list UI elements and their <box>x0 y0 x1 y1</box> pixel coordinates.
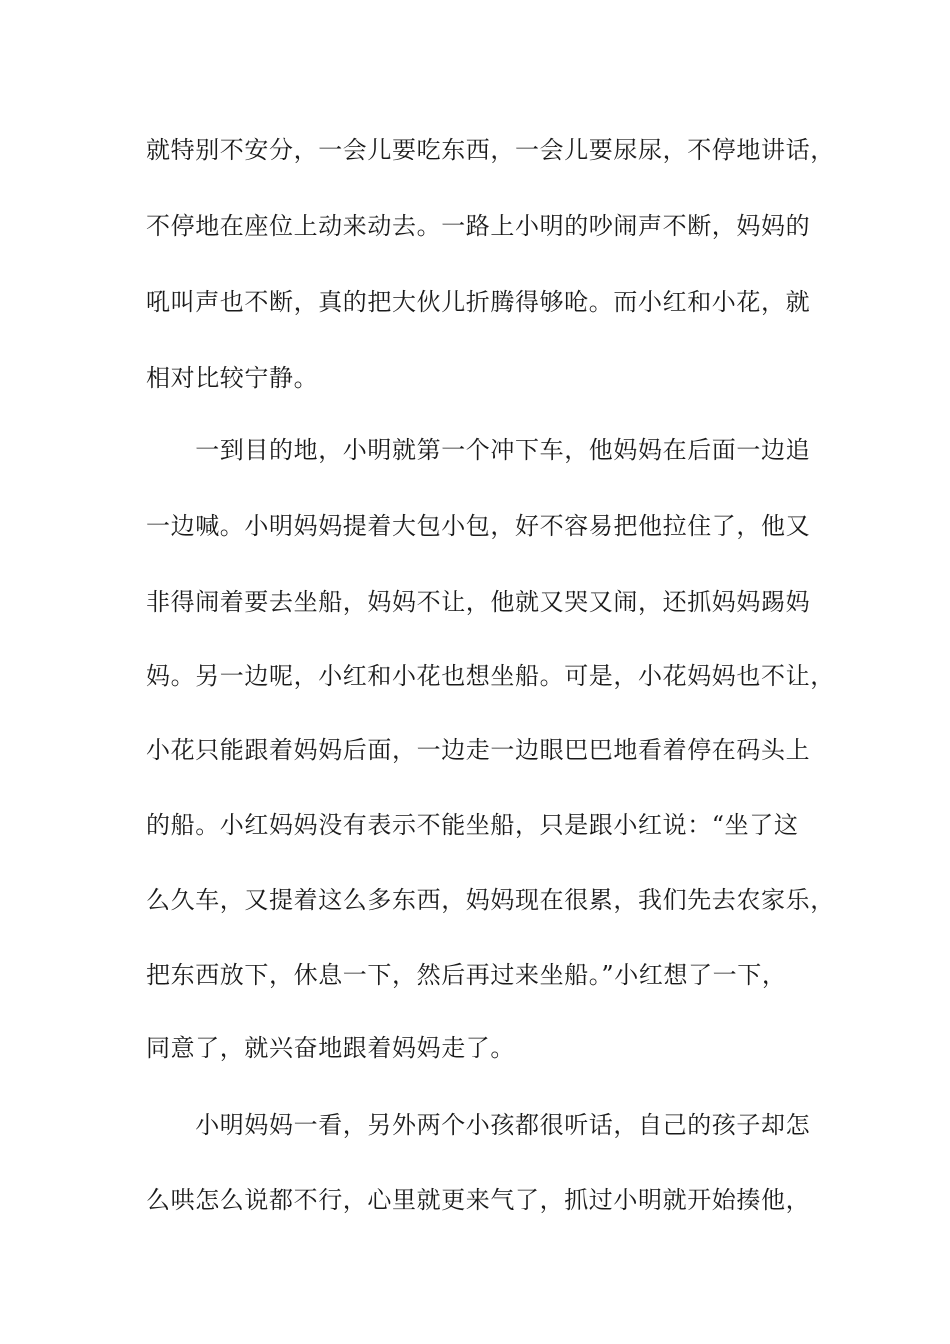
text-line: 非得闹着要去坐船，妈妈不让，他就又哭又闹，还抓妈妈踢妈 <box>146 588 811 616</box>
text-line: 就特别不安分，一会儿要吃东西，一会儿要尿尿，不停地讲话， <box>146 136 835 164</box>
text-line: 的船。小红妈妈没有表示不能坐船，只是跟小红说：“坐了这 <box>146 811 799 839</box>
text-line: 妈。另一边呢，小红和小花也想坐船。可是，小花妈妈也不让， <box>146 662 835 690</box>
text-line: 不停地在座位上动来动去。一路上小明的吵闹声不断，妈妈的 <box>146 212 811 240</box>
text-line: 小花只能跟着妈妈后面，一边走一边眼巴巴地看着停在码头上 <box>146 736 811 764</box>
text-line: 相对比较宁静。 <box>146 364 319 392</box>
text-line: 同意了，就兴奋地跟着妈妈走了。 <box>146 1034 515 1062</box>
text-line: 小明妈妈一看，另外两个小孩都很听话，自己的孩子却怎 <box>146 1111 811 1139</box>
text-line: 一边喊。小明妈妈提着大包小包，好不容易把他拉住了，他又 <box>146 512 811 540</box>
text-line: 一到目的地，小明就第一个冲下车，他妈妈在后面一边追 <box>146 436 811 464</box>
text-line: 吼叫声也不断，真的把大伙儿折腾得够呛。而小红和小花，就 <box>146 288 811 316</box>
text-line: 么哄怎么说都不行，心里就更来气了，抓过小明就开始揍他， <box>146 1186 811 1214</box>
text-line: 把东西放下，休息一下，然后再过来坐船。”小红想了一下， <box>146 961 787 989</box>
text-line: 么久车，又提着这么多东西，妈妈现在很累，我们先去农家乐， <box>146 886 835 914</box>
